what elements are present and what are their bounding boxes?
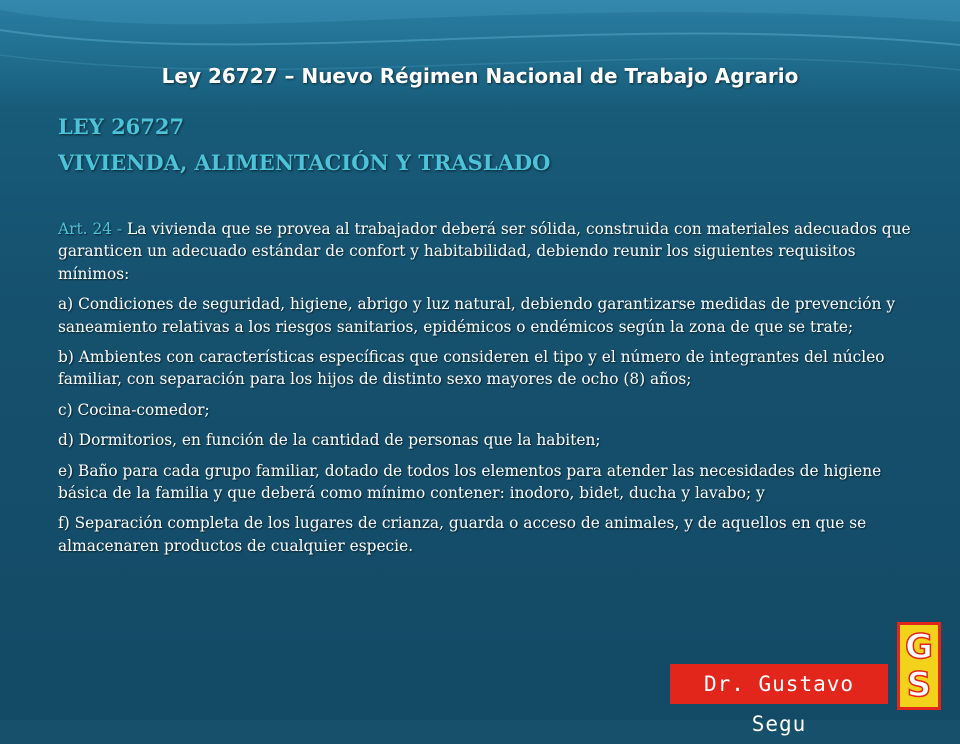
article-item-c: c) Cocina-comedor; [58,400,210,419]
law-heading: LEY 26727 [58,114,185,139]
article-intro-text: La vivienda que se provea al trabajador deberá ser sólida, construida con materiales adecuados que garanticen un adecuado estándar de confort y habitabilidad, debiendo reunir los siguientes requisitos mínimos: [58,220,911,283]
logo-initials-mark [897,622,941,710]
topic-heading: VIVIENDA, ALIMENTACIÓN Y TRASLADO [58,150,551,175]
article-item-b: b) Ambientes con características específicas que consideren el tipo y el número de integrantes del núcleo familiar, con separación para los hijos de distinto sexo mayores de ocho (8) años; [58,348,885,389]
article-intro [58,218,926,285]
logo-name-badge: Dr. Gustavo Segu [670,664,888,704]
logo-initial-s: S [906,665,932,705]
article-body [58,218,926,565]
author-logo [670,622,950,736]
article-item-f: f) Separación completa de los lugares de crianza, guarda o acceso de animales, y de aquellos en que se almacenaren productos de cualquier especie. [58,514,867,555]
article-item-a: a) Condiciones de seguridad, higiene, abrigo y luz natural, debiendo garantizarse medidas de prevención y saneamiento relativas a los riesgos sanitarios, epidémicos o endémicos según la zona de que se trate; [58,295,896,336]
slide-title: Ley 26727 – Nuevo Régimen Nacional de Trabajo Agrario [161,64,799,88]
article-item-d: d) Dormitorios, en función de la cantidad de personas que la habiten; [58,431,601,450]
decorative-wave [0,0,960,112]
article-item-e: e) Baño para cada grupo familiar, dotado de todos los elementos para atender las necesidades de higiene básica de la familia y que deberá como mínimo contener: inodoro, bidet, ducha y lavabo; y [58,461,882,503]
article-label: Art. 24 - [58,220,123,238]
logo-initial-g: G [905,627,933,667]
